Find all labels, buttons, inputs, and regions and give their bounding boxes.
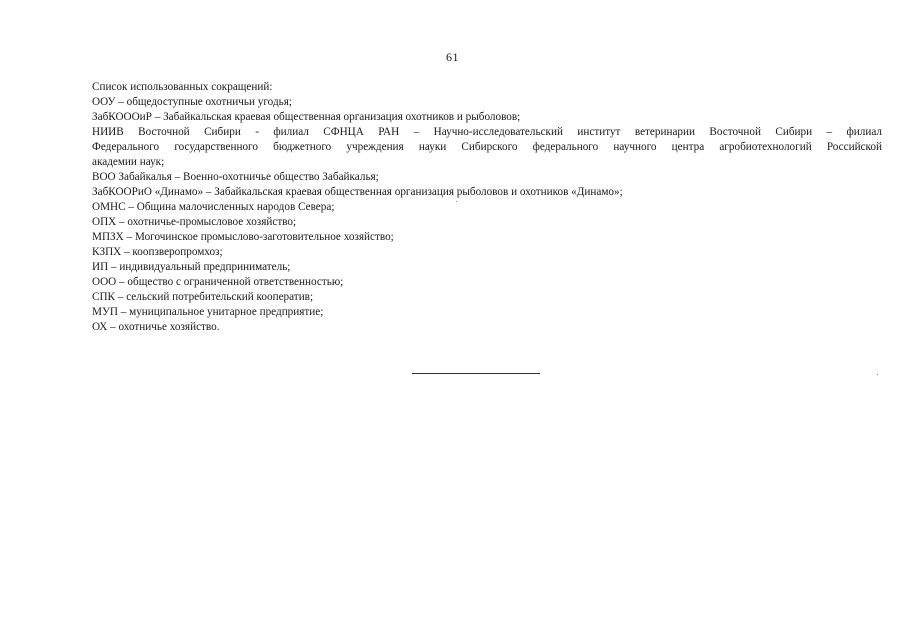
abbreviation-item-continuation: Федерального государственного бюджетного учреждения науки Сибирского федерального научного центра агробиотехнологий Российской xyxy=(92,141,882,153)
abbreviation-item: ВОО Забайкалья – Военно-охотничье общество Забайкалья; xyxy=(92,171,379,183)
abbreviations-list xyxy=(92,80,882,335)
abbreviation-item: ИП – индивидуальный предприниматель; xyxy=(92,261,291,273)
abbreviation-item: МУП – муниципальное унитарное предприятие; xyxy=(92,306,324,318)
page-number: 61 xyxy=(446,50,459,64)
abbreviation-item: ЗабКООРиО «Динамо» – Забайкальская краевая общественная организация рыболовов и охотников «Динамо»; xyxy=(92,186,623,198)
abbreviation-item: НИИВ Восточной Сибири - филиал СФНЦА РАН – Научно-исследовательский институт ветеринарии Восточной Сибири – филиал xyxy=(92,126,882,138)
abbreviation-item: ОМНС – Община малочисленных народов Севера; xyxy=(92,201,335,213)
abbreviation-item: МПЗХ – Могочинское промыслово-заготовительное хозяйство; xyxy=(92,231,394,243)
abbreviation-item: КЗПХ – коопзверопромхоз; xyxy=(92,246,223,258)
abbreviations-heading: Список использованных сокращений: xyxy=(92,81,273,93)
abbreviation-item-continuation: академии наук; xyxy=(92,156,165,168)
abbreviation-item: ОПХ – охотничье-промысловое хозяйство; xyxy=(92,216,297,228)
abbreviation-item: ООУ – общедоступные охотничьи угодья; xyxy=(92,96,293,108)
scan-speck xyxy=(456,201,457,202)
abbreviation-item: ЗабКОООиР – Забайкальская краевая общественная организация охотников и рыболовов; xyxy=(92,111,521,123)
abbreviation-item: ООО – общество с ограниченной ответственностью; xyxy=(92,276,344,288)
abbreviation-item: ОХ – охотничье хозяйство. xyxy=(92,321,220,333)
abbreviation-item: СПК – сельский потребительский кооператив; xyxy=(92,291,314,303)
section-divider xyxy=(412,373,540,374)
scan-speck xyxy=(877,374,878,375)
